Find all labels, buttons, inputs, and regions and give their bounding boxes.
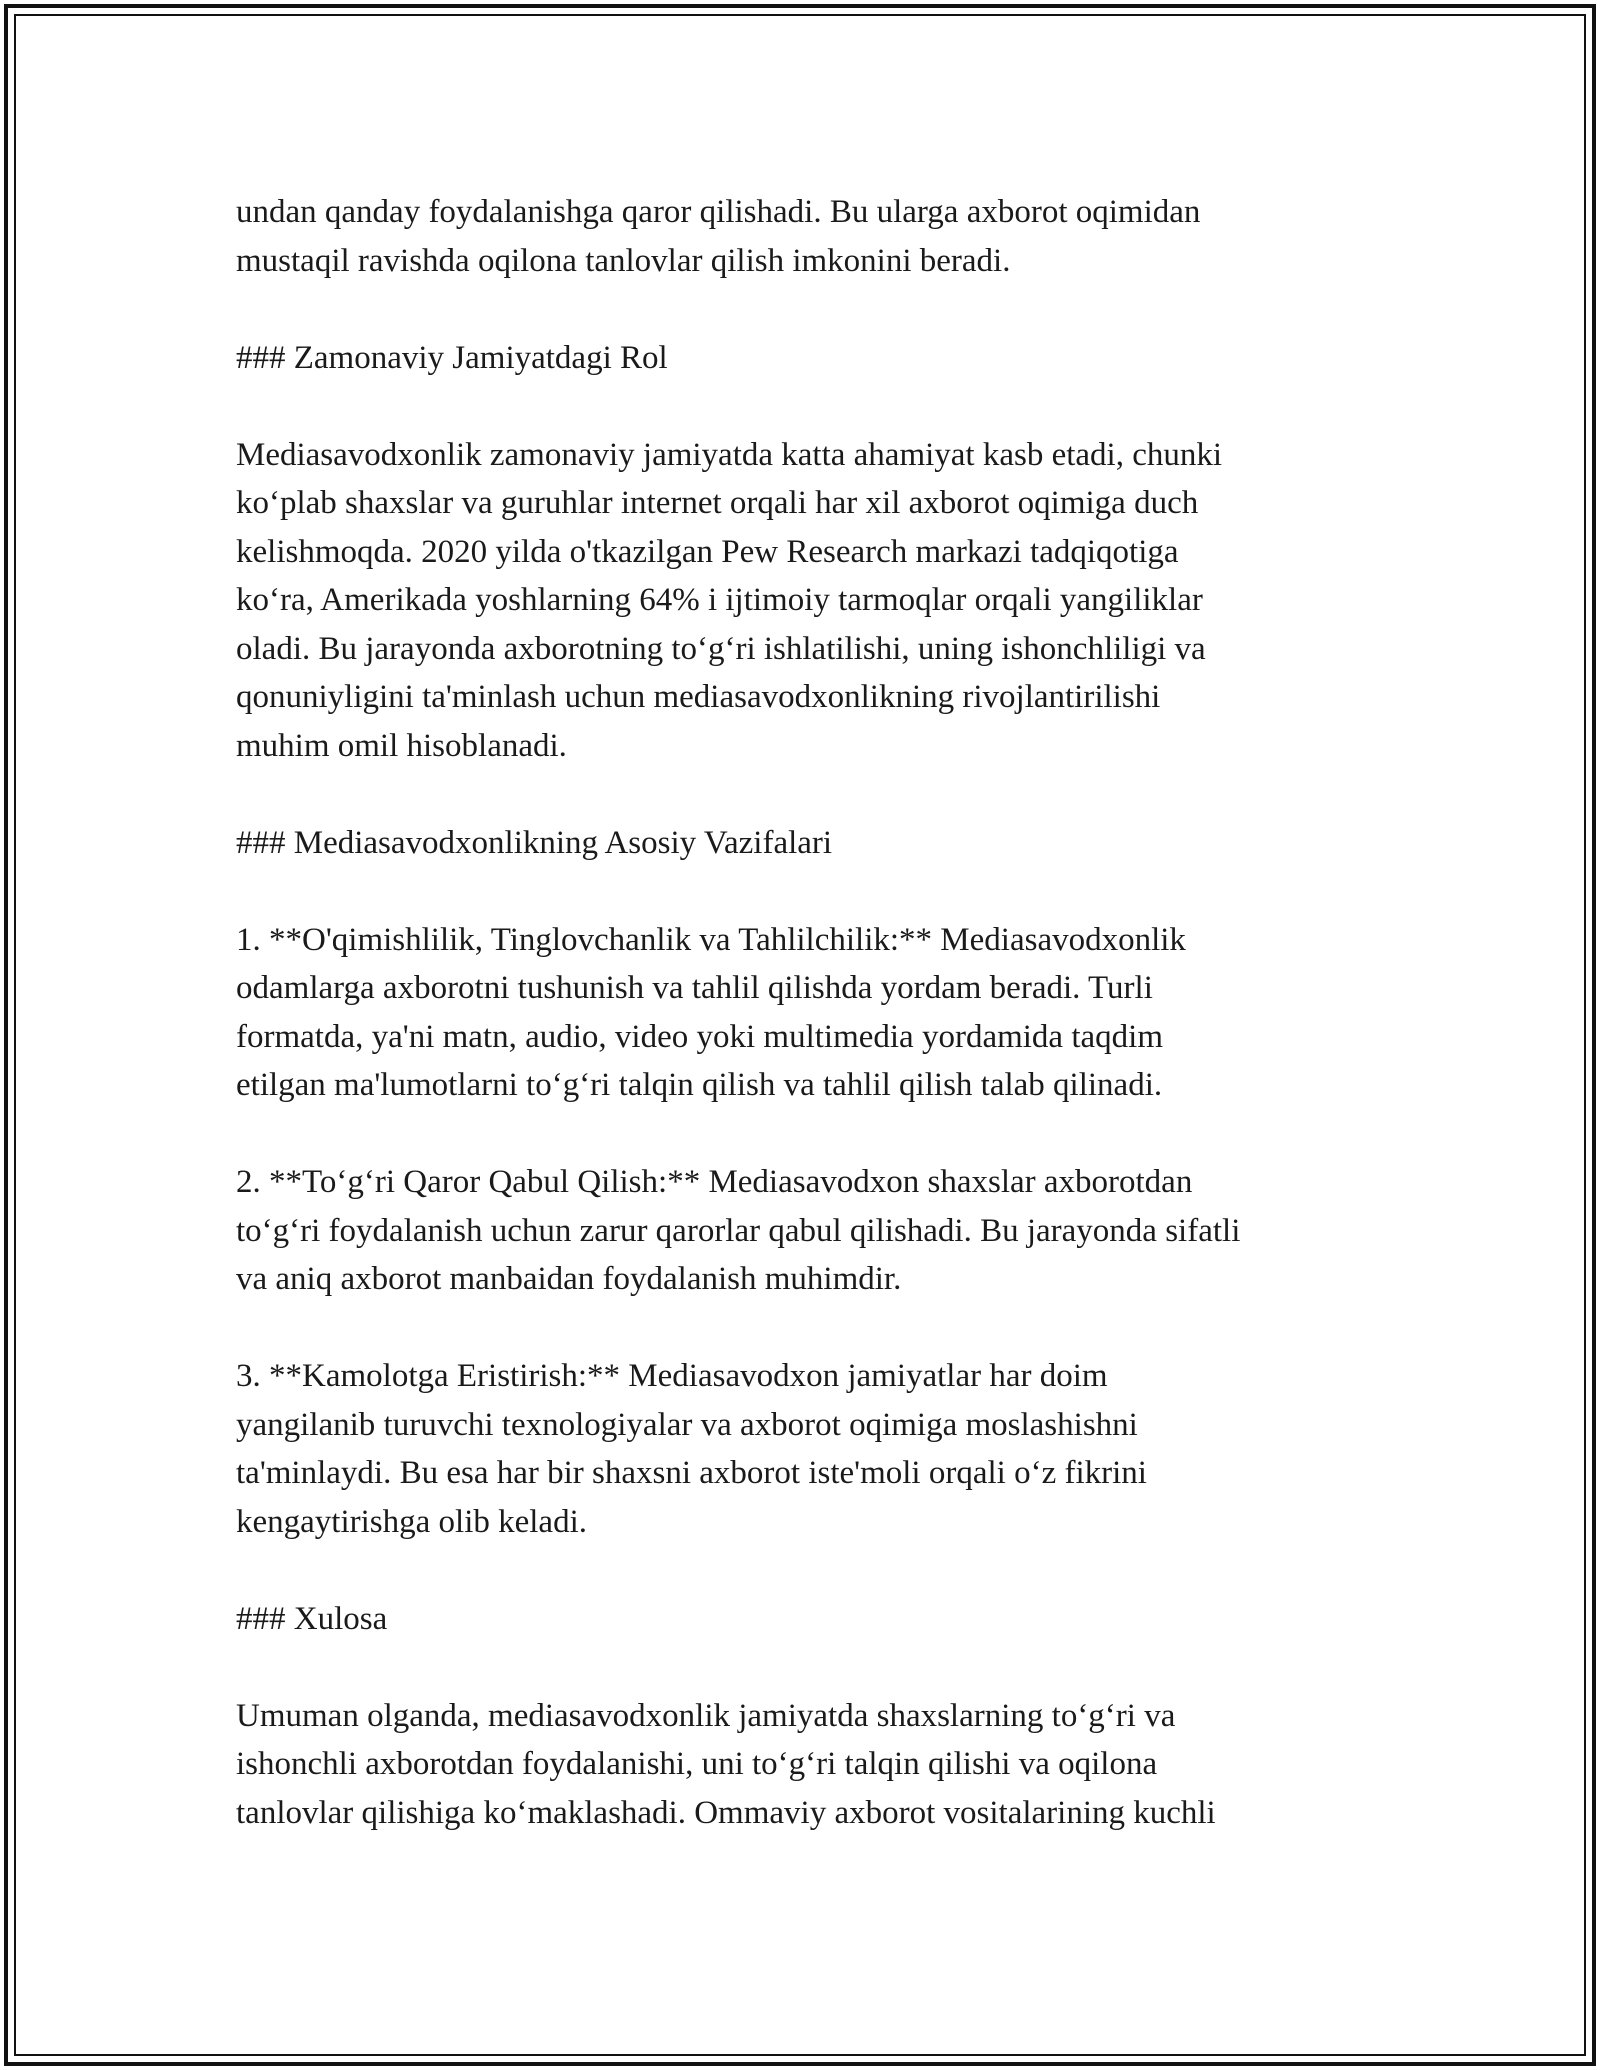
paragraph-gap bbox=[236, 1110, 1366, 1159]
paragraph-conclusion: Umuman olganda, mediasavodxonlik jamiyatda shaxslarning to‘g‘ri va ishonchli axborotdan foydalanishi, uni to‘g‘ri talqin qilishi va oqilona tanlovlar qilishiga ko‘maklashadi. Ommaviy axborot vositalarining kuchli bbox=[236, 1697, 1216, 1831]
paragraph-gap bbox=[236, 1304, 1366, 1353]
list-item-2: 2. **To‘g‘ri Qaror Qabul Qilish:** Mediasavodxon shaxslar axborotdan to‘g‘ri foydalanish uchun zarur qarorlar qabul qilishadi. Bu jarayonda sifatli va aniq axborot manbaidan foydalanish muhimdir. bbox=[236, 1164, 1241, 1297]
list-item-3: 3. **Kamolotga Eristirish:** Mediasavodxon jamiyatlar har doim yangilanib turuvchi texnologiyalar va axborot oqimiga moslashishni ta'minlaydi. Bu esa har bir shaxsni axborot iste'moli orqali o‘z fikrini kengaytirishga olib keladi. bbox=[236, 1358, 1147, 1540]
paragraph-gap bbox=[236, 285, 1366, 334]
paragraph-gap bbox=[236, 1643, 1366, 1692]
paragraph-modern-society: Mediasavodxonlik zamonaviy jamiyatda katta ahamiyat kasb etadi, chunki ko‘plab shaxslar va guruhlar internet orqali har xil axborot oqimiga duch kelishmoqda. 2020 yilda o'tkazilgan Pew Research markazi tadqiqotiga ko‘ra, Amerikada yoshlarning 64% i ijtimoiy tarmoqlar orqali yangiliklar oladi. Bu jarayonda axborotning to‘g‘ri ishlatilishi, uning ishonchliligi va qonuniyligini ta'minlash uchun mediasavodxonlikning rivojlantirilishi muhim omil hisoblanadi. bbox=[236, 436, 1223, 764]
paragraph-gap bbox=[236, 770, 1366, 819]
heading-modern-society-role: ### Zamonaviy Jamiyatdagi Rol bbox=[236, 339, 668, 376]
heading-main-functions: ### Mediasavodxonlikning Asosiy Vazifalari bbox=[236, 824, 833, 861]
document-body bbox=[236, 188, 1366, 1837]
paragraph-gap bbox=[236, 382, 1366, 431]
list-item-1: 1. **O'qimishlilik, Tinglovchanlik va Tahlilchilik:** Mediasavodxonlik odamlarga axborotni tushunish va tahlil qilishda yordam beradi. Turli formatda, ya'ni matn, audio, video yoki multimedia yordamida taqdim etilgan ma'lumotlarni to‘g‘ri talqin qilish va tahlil qilish talab qilinadi. bbox=[236, 921, 1186, 1103]
heading-conclusion: ### Xulosa bbox=[236, 1600, 388, 1637]
paragraph-gap bbox=[236, 1546, 1366, 1595]
paragraph-intro-continuation: undan qanday foydalanishga qaror qilishadi. Bu ularga axborot oqimidan mustaqil ravishda oqilona tanlovlar qilish imkonini beradi. bbox=[236, 194, 1201, 279]
paragraph-gap bbox=[236, 867, 1366, 916]
